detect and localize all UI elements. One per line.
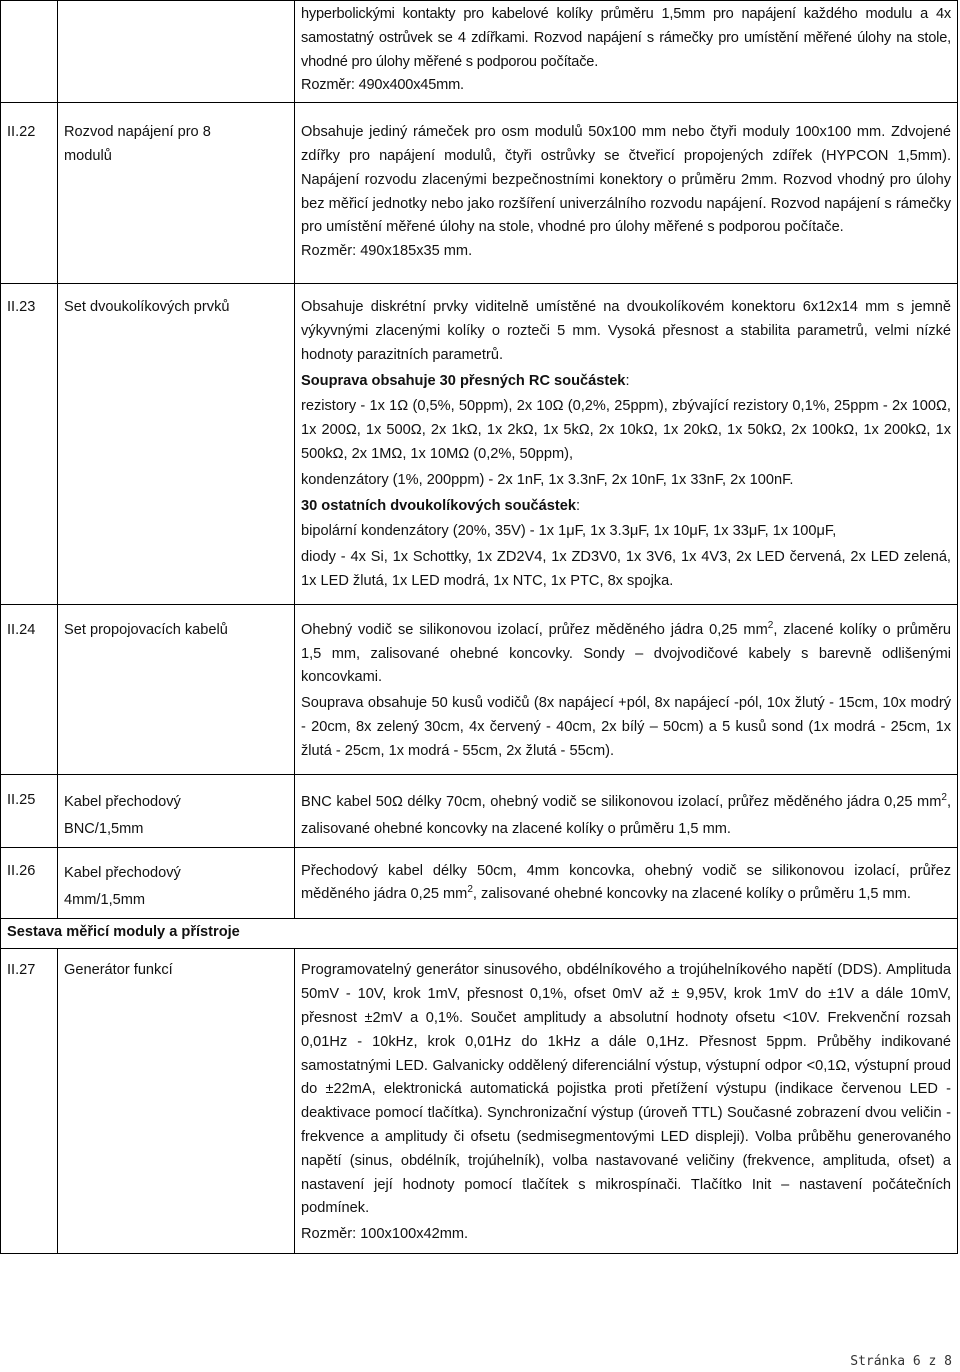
table-row (1, 774, 958, 847)
item-id: II.23 (1, 284, 58, 605)
section-title: Sestava měřicí moduly a přístroje (1, 918, 958, 949)
item-id-cell (1, 1, 58, 103)
item-name: Kabel přechodový 4mm/1,5mm (58, 847, 295, 918)
superscript: 2 (941, 791, 947, 803)
capacitors-text: kondenzátory (1%, 200ppm) - 2x 1nF, 1x 3.3nF, 2x 10nF, 1x 33nF, 2x 100nF. (301, 471, 794, 488)
table-row (1, 604, 958, 774)
desc-part: Přechodový kabel délky 50cm, 4mm koncovka, ohebný vodič se silikonovou izolací, průřez měděného jádra 0,25 mm (301, 862, 951, 903)
desc-part: Ohebný vodič se silikonovou izolací, průřez měděného jádra 0,25 mm (301, 621, 768, 638)
desc-text (301, 860, 951, 908)
size-text: Rozměr: 490x185x35 mm. (301, 243, 473, 260)
table-row (1, 918, 958, 949)
table-row (1, 949, 958, 1254)
table-row (1, 284, 958, 605)
item-desc-cell (295, 604, 958, 774)
rc-heading (301, 370, 951, 394)
superscript: 2 (467, 884, 473, 896)
item-desc-cell (295, 103, 958, 284)
desc-part: , zalisované ohebné koncovky na zlacené kolíky o průměru 1,5 mm. (472, 886, 911, 903)
desc-text: Souprava obsahuje 50 kusů vodičů (8x napájecí +pól, 8x napájecí -pól, 10x žlutý - 15cm, 10x modrý - 20cm, 8x zelený 30cm, 4x červený - 40cm, 2x bílý – 50cm) a 5 kusů sond (1x modrá - 25cm, 1x žlutá - 25cm, 1x modrá - 55cm, 2x žlutá - 55cm). (301, 695, 951, 759)
desc-text (301, 619, 951, 690)
desc-text: Obsahuje diskrétní prvky viditelně umístěné na dvoukolíkovém konektoru 6x12x14 mm s jemně výkyvnými zlacenými kolíky o rozteči 5 mm. Vysoká přesnost a stabilita parametrů, velmi nízké hodnoty parazitních parametrů. (301, 299, 951, 363)
item-name: Rozvod napájení pro 8 modulů (58, 103, 295, 284)
other-heading (301, 495, 951, 519)
desc-text: Obsahuje jediný rámeček pro osm modulů 50x100 mm nebo čtyři moduly 100x100 mm. Zdvojené zdířky pro napájení modulů, čtyři ostrůvky se čtveřicí propojených zdířek (HYPCON 1,5mm). Napájení rozvodu zlacenými bezpečnostními konektory o průměru 2mm. Rozvod vhodný pro úlohy bez měřicí jednotky nebo jako rozšíření univerzálního rozvodu napájení. Rozvod napájení s rámečky pro umístění měřené úlohy na stole, vhodné pro úlohy měřené s podporou počítače. (301, 124, 951, 236)
table-row (1, 103, 958, 284)
desc-part: BNC kabel 50Ω délky 70cm, ohebný vodič se silikonovou izolací, průřez měděného jádra 0,25 mm (301, 793, 942, 810)
bipolar-text: bipolární kondenzátory (20%, 35V) - 1x 1μF, 1x 3.3μF, 1x 10μF, 1x 33μF, 1x 100μF, (301, 523, 837, 540)
size-text: Rozměr: 100x100x42mm. (301, 1226, 469, 1243)
desc-text (301, 789, 951, 843)
size-text: Rozměr: 490x400x45mm. (301, 77, 464, 94)
item-name: Set dvoukolíkových prvků (58, 284, 295, 605)
rc-heading-text: Souprava obsahuje 30 přesných RC součástek (301, 372, 626, 389)
item-name-cell (58, 1, 295, 103)
item-desc-cell (295, 949, 958, 1254)
resistors-text: rezistory - 1x 1Ω (0,5%, 50ppm), 2x 10Ω (0,2%, 25ppm), zbývající rezistory 0,1%, 25ppm - 2x 100Ω, 1x 200Ω, 1x 500Ω, 2x 1kΩ, 1x 2kΩ, 1x 5kΩ, 2x 10kΩ, 1x 20kΩ, 1x 50kΩ, 2x 100kΩ, 1x 200kΩ, 1x 500kΩ, 2x 1MΩ, 1x 10MΩ (0,2%, 50ppm), (301, 398, 951, 462)
item-id: II.27 (1, 949, 58, 1254)
diodes-text: diody - 4x Si, 1x Schottky, 1x ZD2V4, 1x ZD3V0, 1x 3V6, 1x 4V3, 2x LED červená, 2x LED zelená, 1x LED žlutá, 1x LED modrá, 1x NTC, 1x PTC, 8x spojka. (301, 549, 951, 589)
other-heading-colon: : (575, 497, 581, 514)
item-id: II.25 (1, 774, 58, 847)
page-number: Stránka 6 z 8 (850, 1354, 952, 1369)
item-name: Kabel přechodový BNC/1,5mm (58, 774, 295, 847)
item-name: Generátor funkcí (58, 949, 295, 1254)
table-row (1, 847, 958, 918)
item-name: Set propojovacích kabelů (58, 604, 295, 774)
other-heading-text: 30 ostatních dvoukolíkových součástek (301, 497, 576, 514)
item-id: II.26 (1, 847, 58, 918)
superscript: 2 (767, 619, 774, 631)
desc-part: , zlacené kolíky o průměru 1,5 mm, zalisované ohebné koncovky. Sondy – dvojvodičové kabely s barevně odlišenými koncovkami. (301, 621, 951, 686)
desc-part: , zalisované ohebné koncovky na zlacené kolíky o průměru 1,5 mm. (301, 793, 951, 837)
desc-text: Programovatelný generátor sinusového, obdélníkového a trojúhelníkového napětí (DDS). Amplituda 50mV - 10V, krok 1mV, přesnost 0,1%, ofset 0mV až ± 9,95V, krok 1mV do ±1V a dále 10mV, přesnost ±2mV a 0,1%. Součet amplitudy a absolutní hodnoty ofsetu <10V. Frekvenční rozsah 0,01Hz - 10kHz, krok 0,01Hz do 1kHz a dále 0,1Hz. Přesnost 5ppm. Průběhy indikované samostatnými LED. Galvanicky oddělený diferenciální výstup, výstupní odpor <0,1Ω, výstupní proud do ±22mA, elektronická automatická pojistka proti přetížení výstupu (indikace červenou LED - deaktivace pomocí tlačítka). Synchronizační výstup (úroveň TTL) Současné zobrazení dvou veličin - frekvence a amplitudy či ofsetu (sedmisegmentovými LED displeji). Volba průběhu generovaného napětí (sinus, obdélník, trojúhelník), volba nastavované veličiny (frekvence, amplituda, ofset) a nastavení její hodnoty pomocí tlačítek s mikrospínači. Tlačítko Init – nastavení počátečních podmínek. (301, 962, 951, 1217)
item-desc-cell (295, 284, 958, 605)
item-desc-cell (295, 847, 958, 918)
item-id: II.24 (1, 604, 58, 774)
item-desc-cell (295, 1, 958, 103)
item-desc-cell (295, 774, 958, 847)
rc-heading-colon: : (625, 372, 630, 389)
desc-text: hyperbolickými kontakty pro kabelové kolíky průměru 1,5mm pro napájení každého modulu a 4x samostatný ostrůvek se 4 zdířkami. Rozvod napájení s rámečky pro umístění měřené úlohy na stole, vhodné pro úlohy měřené s podporou počítače. (301, 6, 951, 70)
item-id: II.22 (1, 103, 58, 284)
table-row (1, 1, 958, 103)
